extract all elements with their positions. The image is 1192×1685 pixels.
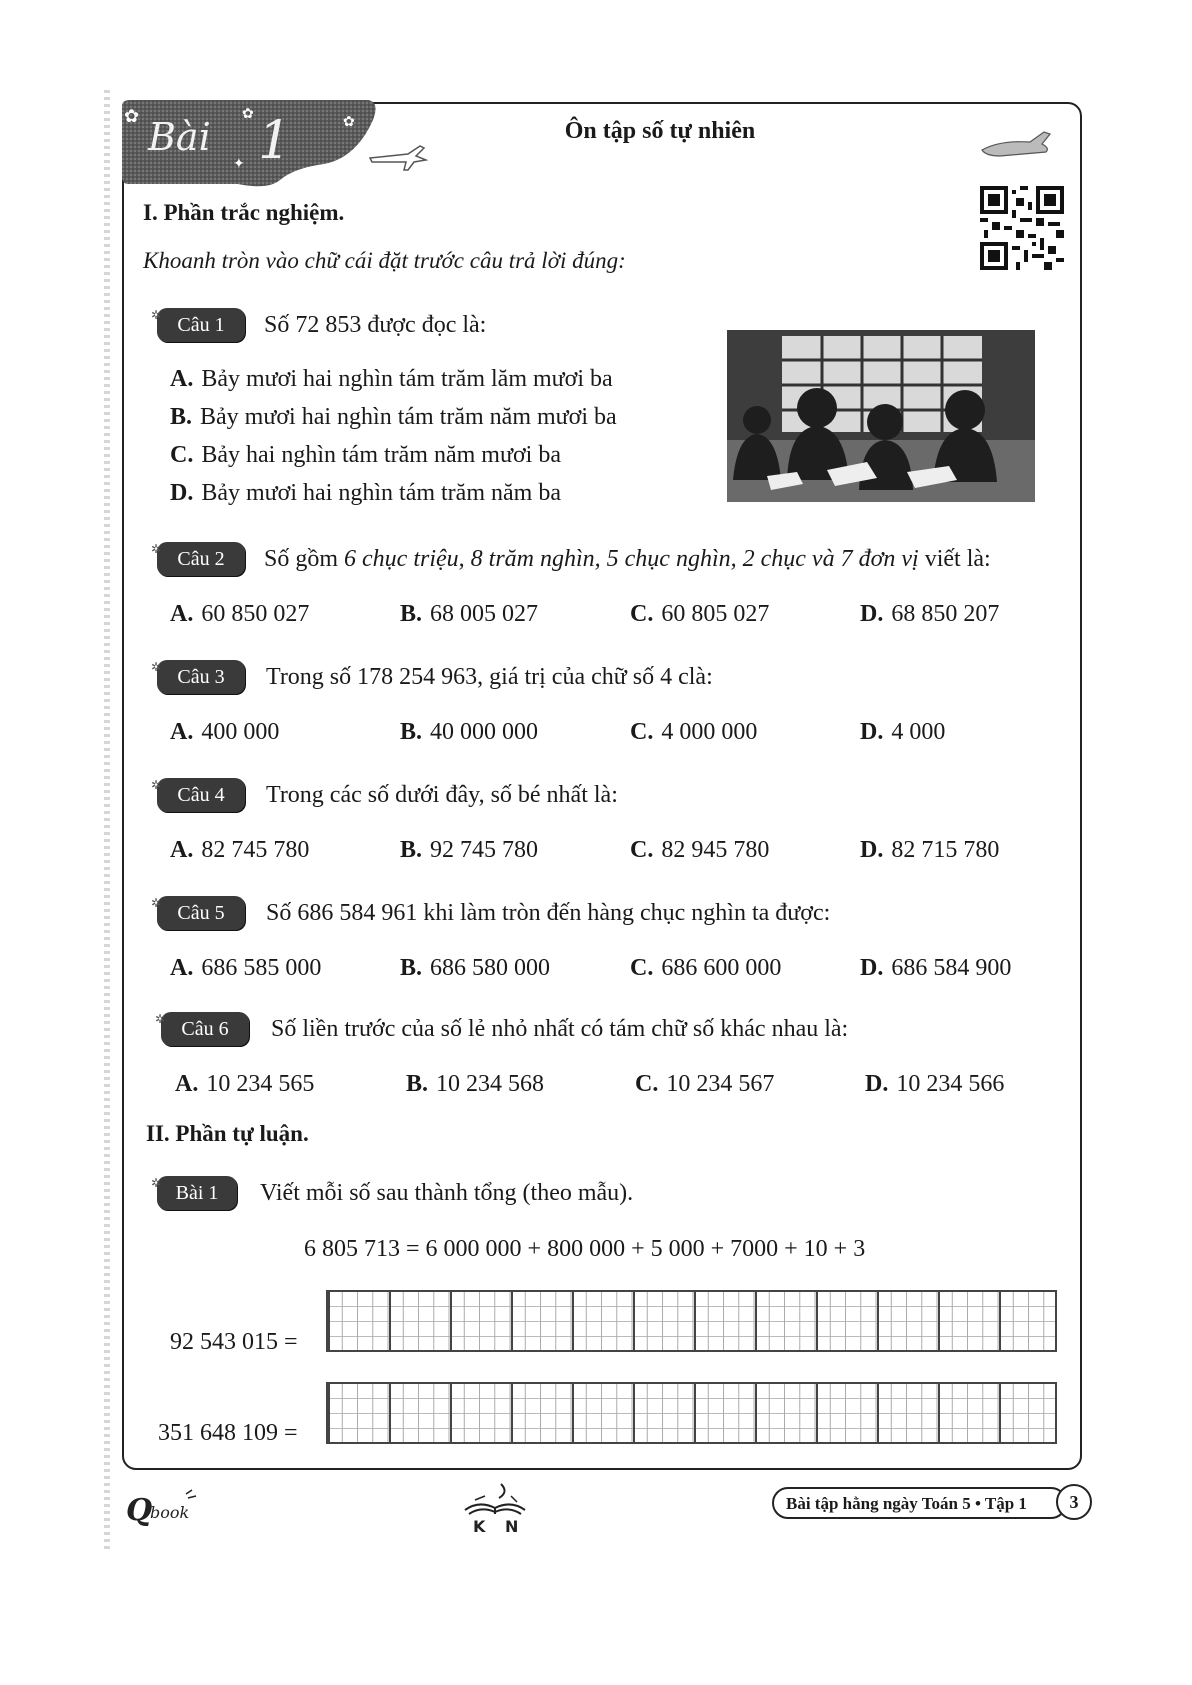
q2-option-c[interactable]: C. 60 805 027 <box>630 601 770 627</box>
question-badge-1: ✲ Câu 1 <box>157 308 245 342</box>
svg-text:✿: ✿ <box>124 106 140 126</box>
q4-option-b[interactable]: B. 92 745 780 <box>400 837 539 863</box>
question-badge-6: ✲ Câu 6 <box>161 1012 249 1046</box>
question-badge-3: ✲ Câu 3 <box>157 660 245 694</box>
q5-option-a[interactable]: A. 686 585 000 <box>170 955 322 981</box>
question-text-5: Số 686 584 961 khi làm tròn đến hàng chục nghìn ta được: <box>266 900 831 926</box>
q2-option-d[interactable]: D. 68 850 207 <box>860 601 1000 627</box>
svg-text:Q: Q <box>126 1493 153 1528</box>
q4-option-a[interactable]: A. 82 745 780 <box>170 837 310 863</box>
section-2-heading: II. Phần tự luận. <box>146 1121 309 1146</box>
svg-text:✦: ✦ <box>233 157 245 172</box>
question-badge-5: ✲ Câu 5 <box>157 896 245 930</box>
qbook-logo <box>126 1488 206 1530</box>
svg-text:✿: ✿ <box>343 115 355 130</box>
students-studying-illustration <box>727 330 1035 502</box>
svg-text:N: N <box>505 1517 519 1534</box>
q2-option-a[interactable]: A. 60 850 027 <box>170 601 310 627</box>
page-title: Ôn tập số tự nhiên <box>564 118 756 144</box>
number-label-2: 351 648 109 = <box>158 1420 298 1446</box>
q5-option-c[interactable]: C. 686 600 000 <box>630 955 782 981</box>
q5-option-b[interactable]: B. 686 580 000 <box>400 955 551 981</box>
question-badge-4: ✲ Câu 4 <box>157 778 245 812</box>
kn-publisher-logo <box>455 1478 535 1534</box>
question-text-4: Trong các số dưới đây, số bé nhất là: <box>266 782 618 808</box>
question-text-3: Trong số 178 254 963, giá trị của chữ số 4 clà: <box>266 664 713 690</box>
example-equation: 6 805 713 = 6 000 000 + 800 000 + 5 000 + 7000 + 10 + 3 <box>304 1236 866 1262</box>
answer-grid-2[interactable] <box>326 1382 1057 1444</box>
book-title-pill: Bài tập hằng ngày Toán 5 • Tập 1 <box>772 1487 1067 1519</box>
q1-option-b[interactable]: B. Bảy mươi hai nghìn tám trăm năm mươi ba <box>170 404 617 430</box>
q6-option-b[interactable]: B. 10 234 568 <box>406 1071 545 1097</box>
section-1-instruction: Khoanh tròn vào chữ cái đặt trước câu trả lời đúng: <box>143 248 626 273</box>
q1-option-c[interactable]: C. Bảy hai nghìn tám trăm năm mươi ba <box>170 442 561 468</box>
exercise-badge-1: ✲ Bài 1 <box>157 1176 237 1210</box>
airplane-icon <box>368 140 428 176</box>
q3-option-a[interactable]: A. 400 000 <box>170 719 280 745</box>
q1-option-d[interactable]: D. Bảy mươi hai nghìn tám trăm năm ba <box>170 480 561 506</box>
question-badge-2: ✲ Câu 2 <box>157 542 245 576</box>
q2-option-b[interactable]: B. 68 005 027 <box>400 601 539 627</box>
q6-option-c[interactable]: C. 10 234 567 <box>635 1071 775 1097</box>
airplane-right-icon <box>980 128 1052 164</box>
svg-text:K: K <box>473 1517 486 1534</box>
question-text-6: Số liền trước của số lẻ nhỏ nhất có tám chữ số khác nhau là: <box>271 1016 849 1042</box>
q4-option-d[interactable]: D. 82 715 780 <box>860 837 1000 863</box>
q4-option-c[interactable]: C. 82 945 780 <box>630 837 770 863</box>
q3-option-c[interactable]: C. 4 000 000 <box>630 719 758 745</box>
exercise-text-1: Viết mỗi số sau thành tổng (theo mẫu). <box>260 1180 634 1206</box>
bai-label: Bài <box>148 115 211 159</box>
scan-edge <box>104 90 110 1550</box>
q6-option-d[interactable]: D. 10 234 566 <box>865 1071 1005 1097</box>
svg-text:book: book <box>150 1503 190 1522</box>
q1-option-a[interactable]: A. Bảy mươi hai nghìn tám trăm lăm mươi ba <box>170 366 613 392</box>
bai-number: 1 <box>258 111 292 171</box>
page-number: 3 <box>1056 1484 1092 1520</box>
question-text-1: Số 72 853 được đọc là: <box>264 312 487 338</box>
number-label-1: 92 543 015 = <box>170 1329 298 1355</box>
section-1-heading: I. Phần trắc nghiệm. <box>143 200 345 225</box>
q3-option-b[interactable]: B. 40 000 000 <box>400 719 539 745</box>
answer-grid-1[interactable] <box>326 1290 1057 1352</box>
svg-text:✿: ✿ <box>242 107 254 122</box>
q3-option-d[interactable]: D. 4 000 <box>860 719 946 745</box>
qr-code-icon[interactable] <box>980 186 1064 270</box>
q6-option-a[interactable]: A. 10 234 565 <box>175 1071 315 1097</box>
q5-option-d[interactable]: D. 686 584 900 <box>860 955 1012 981</box>
bai-banner <box>118 98 380 190</box>
question-text-2: Số gồm 6 chục triệu, 8 trăm nghìn, 5 chục nghìn, 2 chục và 7 đơn vị viết là: <box>264 546 991 572</box>
